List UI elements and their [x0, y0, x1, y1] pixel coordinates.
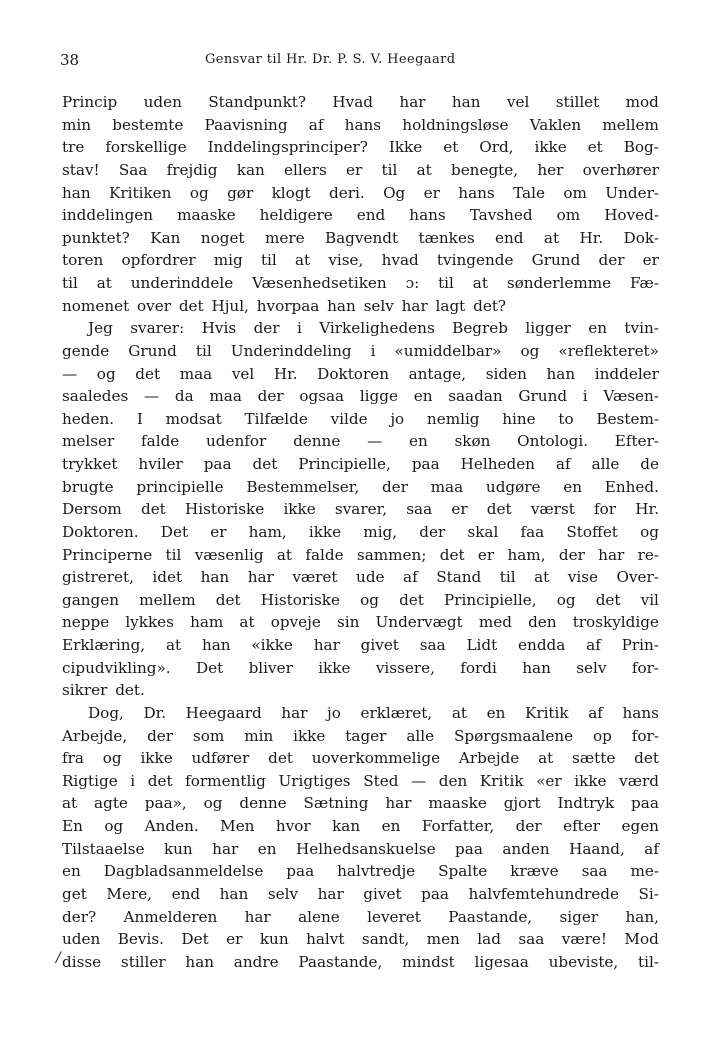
text-line: get Mere, end han selv har givet paa halvfemtehundrede Si- [62, 884, 659, 903]
text-line: Rigtige i det formentlig Urigtiges Sted — den Kritik «er ikke værd [62, 771, 659, 790]
text-line: tre forskellige Inddelingsprinciper? Ikke et Ord, ikke et Bog- [62, 138, 659, 157]
text-line: neppe lykkes ham at opveje sin Undervægt med den troskyldige [62, 613, 659, 632]
text-line: — og det maa vel Hr. Doktoren antage, siden han inddeler [62, 364, 659, 383]
text-line: heden. I modsat Tilfælde vilde jo nemlig hine to Bestem- [62, 409, 659, 428]
text-line: sikrer det. [62, 681, 145, 700]
text-line: at agte paa», og denne Sætning har maaske gjort Indtryk paa [62, 794, 659, 813]
text-line: trykket hviler paa det Principielle, paa Helheden af alle de [62, 455, 659, 473]
text-line: Arbejde, der som min ikke tager alle Spørgsmaalene op for- [62, 726, 659, 745]
text-line: en Dagbladsanmeldelse paa halvtredje Spalte kræve saa me- [62, 862, 659, 881]
text-line: Erklæring, at han «ikke har givet saa Lidt endda af Prin- [62, 636, 659, 654]
text-line: Tilstaaelse kun har en Helhedsanskuelse paa anden Haand, af [62, 839, 659, 858]
text-line: uden Bevis. Det er kun halvt sandt, men lad saa være! Mod [62, 930, 659, 949]
text-line: gende Grund til Underinddeling i «umiddelbar» og «reflekteret» [62, 341, 659, 360]
text-line: Dersom det Historiske ikke svarer, saa er det værst for Hr. [62, 500, 659, 519]
text-line: inddelingen maaske heldigere end hans Tavshed om Hoved- [62, 206, 659, 225]
text-line: saaledes — da maa der ogsaa ligge en saadan Grund i Væsen- [62, 387, 659, 406]
text-line: min bestemte Paavisning af hans holdningsløse Vaklen mellem [62, 115, 659, 134]
margin-mark: / [56, 950, 61, 966]
text-line: Jeg svarer: Hvis der i Virkelighedens Begreb ligger en tvin- [88, 319, 659, 338]
text-line: punktet? Kan noget mere Bagvendt tænkes end at Hr. Dok- [62, 228, 659, 247]
text-line: fra og ikke udfører det uoverkommelige Arbejde at sætte det [62, 749, 659, 768]
page-header [60, 50, 660, 70]
text-line: brugte principielle Bestemmelser, der maa udgøre en Enhed. [62, 477, 659, 496]
text-line: til at underinddele Væsenhedsetiken ɔ: til at sønderlemme Fæ- [62, 274, 659, 292]
body-text [62, 91, 659, 973]
text-line: En og Anden. Men hvor kan en Forfatter, der efter egen [62, 817, 659, 835]
running-title: Gensvar til Hr. Dr. P. S. V. Heegaard [205, 52, 456, 67]
text-line: Doktoren. Det er ham, ikke mig, der skal faa Stoffet og [62, 522, 659, 541]
text-line: Princip uden Standpunkt? Hvad har han vel stillet mod [62, 93, 659, 111]
text-line: stav! Saa frejdig kan ellers er til at benegte, her overhører [62, 160, 659, 179]
page-number: 38 [60, 51, 80, 69]
text-line: disse stiller han andre Paastande, mindst ligesaa ubeviste, til- [62, 952, 659, 971]
text-line: toren opfordrer mig til at vise, hvad tvingende Grund der er [62, 251, 659, 270]
text-line: Dog, Dr. Heegaard har jo erklæret, at en Kritik af hans [88, 703, 659, 722]
text-line: der? Anmelderen har alene leveret Paastande, siger han, [62, 907, 659, 926]
text-line: gangen mellem det Historiske og det Principielle, og det vil [62, 590, 659, 609]
text-line: gistreret, idet han har været ude af Stand til at vise Over- [62, 568, 659, 587]
text-line: han Kritiken og gør klogt deri. Og er hans Tale om Under- [62, 183, 659, 202]
text-line: cipudvikling». Det bliver ikke vissere, fordi han selv for- [62, 658, 659, 677]
text-line: nomenet over det Hjul, hvorpaa han selv har lagt det? [62, 296, 507, 315]
text-line: melser falde udenfor denne — en skøn Ontologi. Efter- [62, 432, 659, 451]
text-line: Principerne til væsenlig at falde sammen; det er ham, der har re- [62, 545, 659, 564]
